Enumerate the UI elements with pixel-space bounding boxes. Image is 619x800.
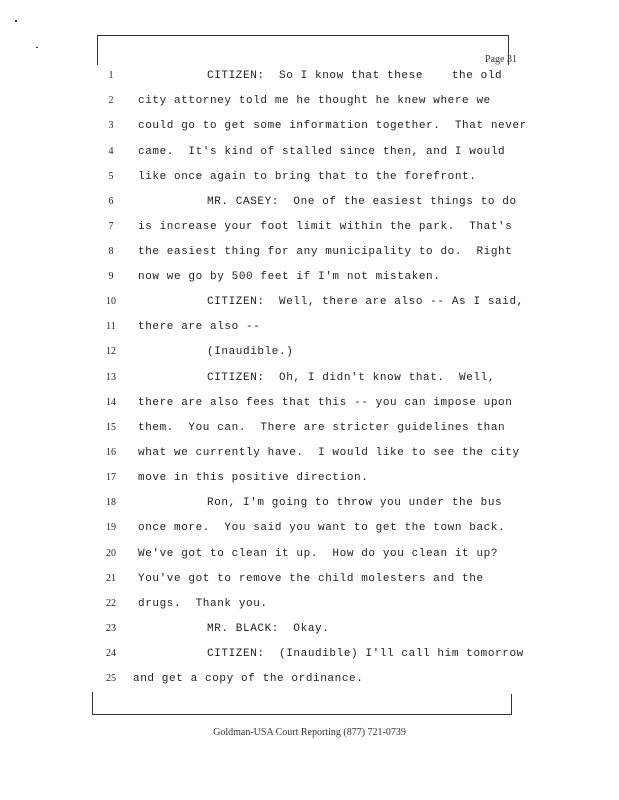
transcript-line	[0, 497, 619, 517]
line-number: 2	[108, 95, 114, 106]
page-number: Page 31	[485, 54, 517, 65]
transcript-line	[0, 120, 619, 140]
line-text: CITIZEN: Well, there are also -- As I said,	[207, 296, 524, 308]
scan-speck	[15, 20, 17, 22]
transcript-line	[0, 422, 619, 442]
transcript-line	[0, 95, 619, 115]
line-number: 14	[106, 397, 116, 408]
line-number: 22	[106, 598, 116, 609]
line-text: move in this positive direction.	[138, 472, 369, 484]
transcript-line	[0, 196, 619, 216]
line-text: like once again to bring that to the forefront.	[138, 171, 477, 183]
transcript-line	[0, 70, 619, 90]
scan-speck	[36, 47, 38, 48]
transcript-line	[0, 623, 619, 643]
line-number: 20	[106, 548, 116, 559]
transcript-line	[0, 598, 619, 618]
transcript-line	[0, 221, 619, 241]
transcript-line	[0, 397, 619, 417]
page-frame-right-bottom	[511, 694, 512, 714]
transcript-line	[0, 321, 619, 341]
line-number: 9	[108, 271, 114, 282]
line-number: 19	[106, 522, 116, 533]
line-number: 8	[108, 246, 114, 257]
line-text: CITIZEN: Oh, I didn't know that. Well,	[207, 372, 496, 384]
transcript-line	[0, 171, 619, 191]
line-number: 5	[108, 171, 114, 182]
line-text: CITIZEN: So I know that these the old	[207, 70, 503, 82]
line-text: there are also fees that this -- you can impose upon	[138, 397, 513, 409]
line-text: there are also --	[138, 321, 261, 333]
line-number: 16	[106, 447, 116, 458]
line-text: We've got to clean it up. How do you clean it up?	[138, 548, 499, 560]
transcript-line	[0, 472, 619, 492]
line-number: 23	[106, 623, 116, 634]
transcript-line	[0, 346, 619, 366]
transcript-line	[0, 522, 619, 542]
page-frame-left	[97, 35, 98, 65]
line-number: 17	[106, 472, 116, 483]
line-text: (Inaudible.)	[207, 346, 294, 358]
transcript-line	[0, 372, 619, 392]
line-number: 12	[106, 346, 116, 357]
line-number: 18	[106, 497, 116, 508]
line-text: CITIZEN: (Inaudible) I'll call him tomorrow	[207, 648, 524, 660]
line-text: city attorney told me he thought he knew where we	[138, 95, 491, 107]
transcript-line	[0, 648, 619, 668]
line-text: could go to get some information together. That never	[138, 120, 527, 132]
line-text: came. It's kind of stalled since then, and I would	[138, 146, 506, 158]
line-number: 7	[108, 221, 114, 232]
transcript-line	[0, 573, 619, 593]
transcript-line	[0, 548, 619, 568]
line-text: once more. You said you want to get the town back.	[138, 522, 506, 534]
transcript-line	[0, 246, 619, 266]
line-number: 1	[108, 70, 114, 81]
line-number: 3	[108, 120, 114, 131]
line-text: You've got to remove the child molesters and the	[138, 573, 484, 585]
line-number: 15	[106, 422, 116, 433]
page-frame-left-bottom	[92, 692, 93, 714]
line-number: 24	[106, 648, 116, 659]
line-text: what we currently have. I would like to see the city	[138, 447, 520, 459]
line-text: drugs. Thank you.	[138, 598, 268, 610]
transcript-line	[0, 447, 619, 467]
transcript-line	[0, 296, 619, 316]
line-number: 21	[106, 573, 116, 584]
page-frame-bottom	[92, 714, 512, 715]
line-number: 25	[106, 673, 116, 684]
line-text: and get a copy of the ordinance.	[133, 673, 364, 685]
line-text: MR. CASEY: One of the easiest things to do	[207, 196, 517, 208]
line-text: Ron, I'm going to throw you under the bus	[207, 497, 503, 509]
line-text: the easiest thing for any municipality to do. Right	[138, 246, 513, 258]
line-text: now we go by 500 feet if I'm not mistaken.	[138, 271, 441, 283]
transcript-line	[0, 146, 619, 166]
line-number: 6	[108, 196, 114, 207]
page-frame-top	[97, 35, 509, 36]
line-text: MR. BLACK: Okay.	[207, 623, 330, 635]
line-number: 11	[106, 321, 116, 332]
transcript-line	[0, 673, 619, 693]
transcript-line	[0, 271, 619, 291]
line-text: them. You can. There are stricter guidelines than	[138, 422, 506, 434]
line-number: 13	[106, 372, 116, 383]
line-number: 10	[106, 296, 116, 307]
page-footer: Goldman-USA Court Reporting (877) 721-0739	[213, 727, 406, 738]
line-number: 4	[108, 146, 114, 157]
line-text: is increase your foot limit within the park. That's	[138, 221, 513, 233]
